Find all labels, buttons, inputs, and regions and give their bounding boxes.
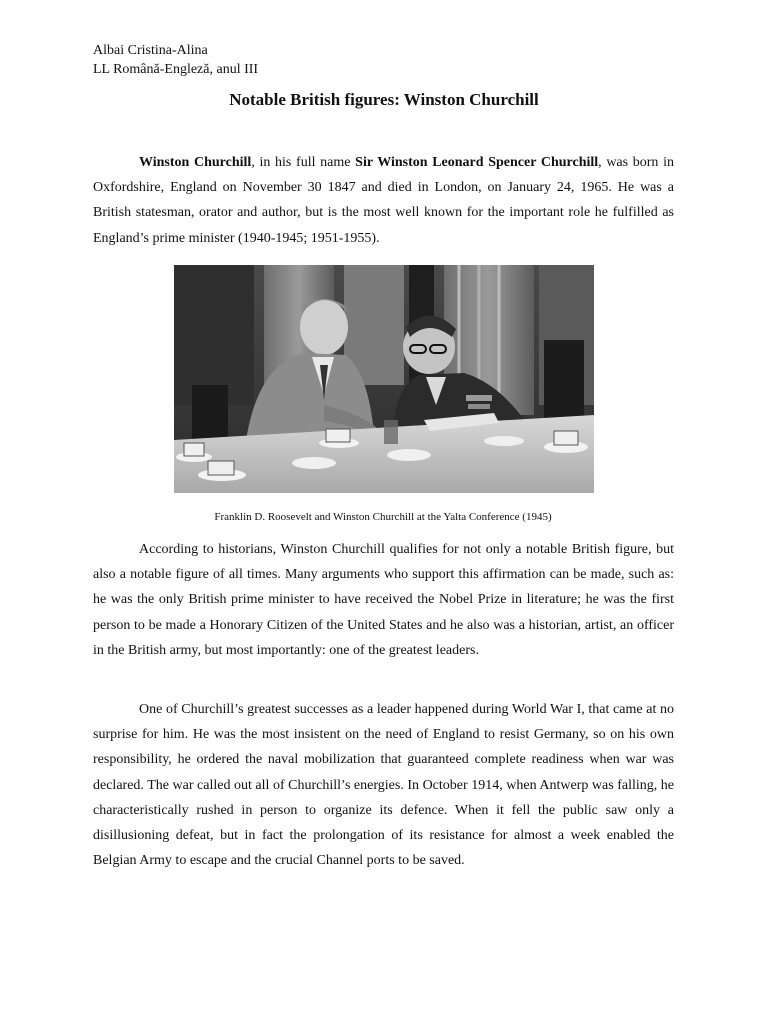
subject-name: Winston Churchill [139,155,252,170]
document-title: Notable British figures: Winston Churchill [229,90,539,109]
historical-photo [174,265,594,493]
study-program: LL Română-Engleză, anul III [93,62,259,77]
intro-paragraph [93,150,674,251]
body-paragraph-1: According to historians, Winston Churchill qualifies for not only a notable British figure, but also a notable figure of all times. Many arguments who support this affirmation can be made, such as: he was the only British prime minister to have received the Nobel Prize in literature; he was the first person to be made a Honorary Citizen of the United States and he also was a historian, artist, an officer in the British army, but most importantly: one of the greatest leaders. [93,542,674,658]
intro-text-b: , was born in Oxfordshire, England on November 30 1847 and died in London, on January 24, 1965. He was a British statesman, orator and author, but is the most well known for the important role he fulfilled as England’s prime minister (1940-1945; 1951-1955). [93,155,674,246]
subject-full-name: Sir Winston Leonard Spencer Churchill [355,155,599,170]
intro-text-a: , in his full name [251,155,356,170]
author-name: Albai Cristina-Alina [93,43,208,58]
photo-caption: Franklin D. Roosevelt and Winston Churchill at the Yalta Conference (1945) [214,511,552,523]
body-paragraph-2: One of Churchill’s greatest successes as a leader happened during World War I, that came at no surprise for him. He was the most insistent on the need of England to resist Germany, so on his own responsibility, he ordered the naval mobilization that guaranteed complete readiness when war was declared. The war called out all of Churchill’s energies. In October 1914, when Antwerp was falling, he characteristically rushed in person to organize its defence. When it fell the public saw only a disillusioning defeat, but in fact the prolongation of its resistance for almost a week enabled the Belgian Army to escape and the crucial Channel ports to be saved. [93,702,674,869]
